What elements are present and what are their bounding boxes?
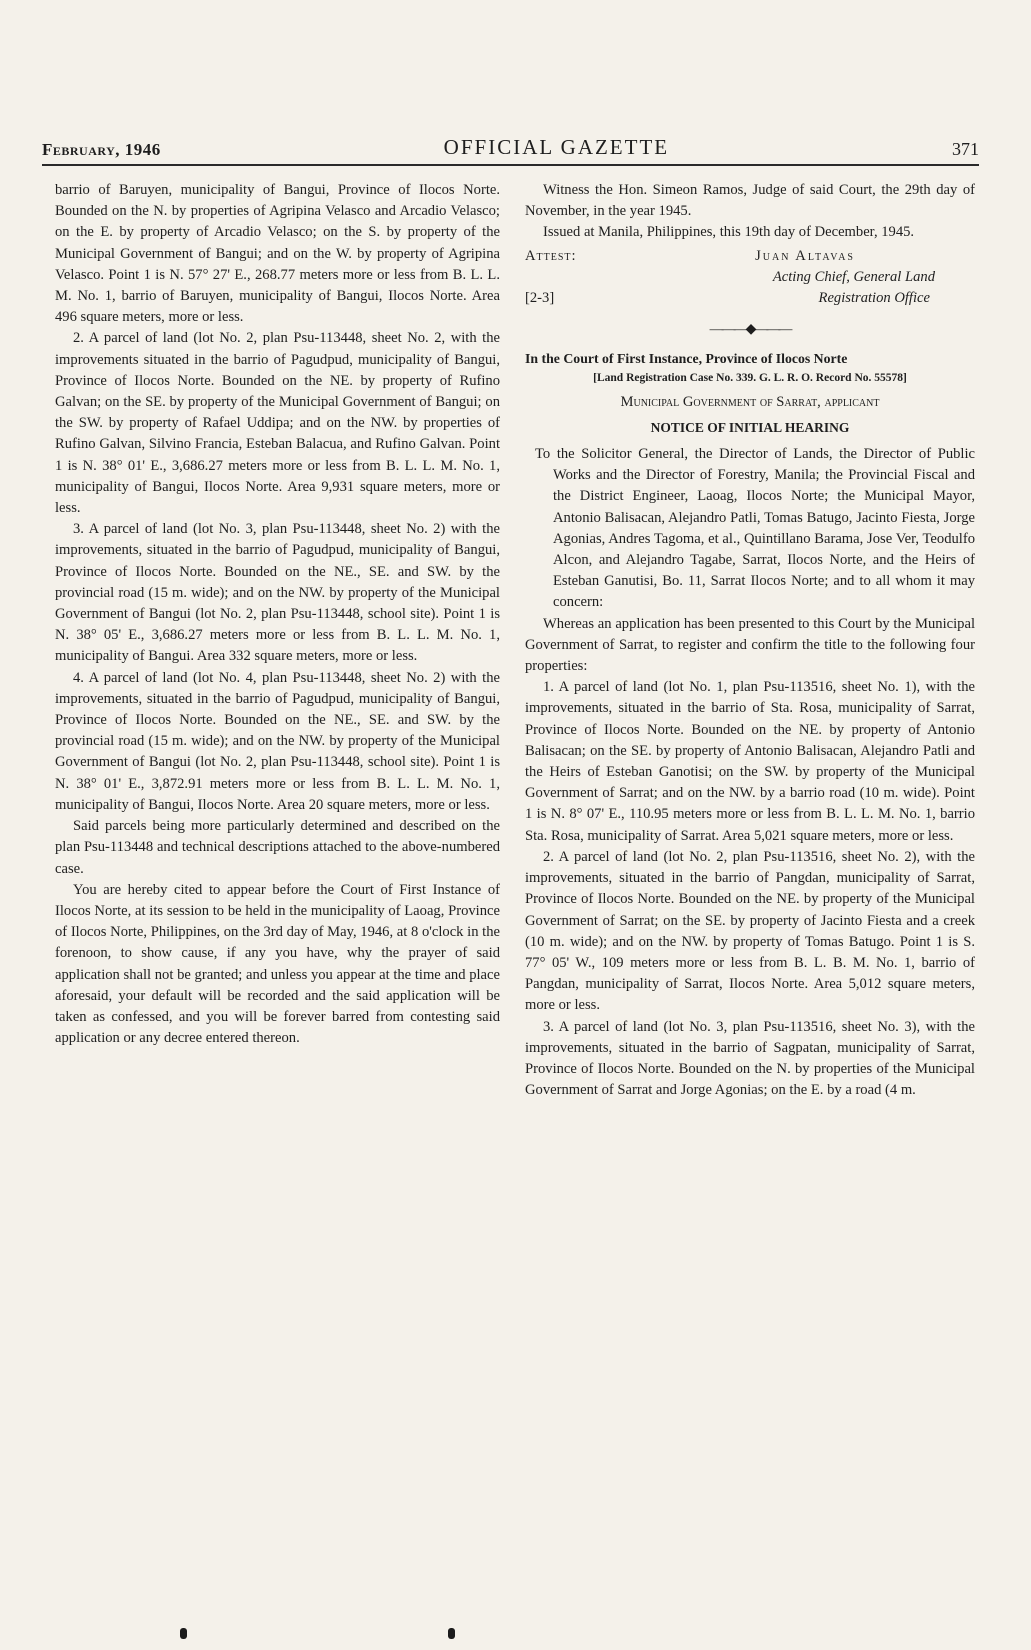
attest-row [525, 246, 975, 267]
parcels-description: Said parcels being more particularly determined and described on the plan Psu-113448 and technical descriptions attached to the above-numbered case. [55, 818, 500, 877]
parcel-1-continued: barrio of Baruyen, municipality of Bangui, Province of Ilocos Norte. Bounded on the N. by properties of Agripina Velasco and Arcadio Velasco; on the E. by property of Arcadio Velasco; on the S. by property of the Municipal Government of Bangui; and on the W. by property of Agripina Velasco. Point 1 is N. 57° 27' E., 268.77 meters more or less from B. L. L. M. No. 1, barrio of Baruyen, municipality of Bangui, Ilocos Norte. Area 496 square meters, more or less. [55, 182, 500, 326]
attest-label: Attest: [525, 247, 577, 264]
attest-signatory: Juan Altavas [755, 247, 855, 264]
sarrat-parcel-2: 2. A parcel of land (lot No. 2, plan Psu-113516, sheet No. 2), with the improvements, situated in the barrio of Pangdan, municipality of Sarrat, Province of Ilocos Norte. Bounded on the NE. by property of the Municipal Government of Sarrat; on the SE. by property of Jacinto Fiesta and a creek (10 m. wide); and on the NW. by property of Tomas Batugo. Point 1 is S. 77° 05' W., 109 meters more or less from B. L. B. M. No. 1, barrio of Pangdan, municipality of Sarrat, Ilocos Norte. Area 5,012 square meters, more or less. [525, 848, 975, 1014]
page-number: 371 [951, 139, 979, 159]
header-title: OFFICIAL GAZETTE [443, 135, 670, 159]
attest-title-1: Acting Chief, General Land [772, 268, 935, 285]
section-divider: ———◆——— [709, 322, 791, 338]
sarrat-parcel-1: 1. A parcel of land (lot No. 1, plan Psu-113516, sheet No. 1), with the improvements, situated in the barrio of Sta. Rosa, municipality of Sarrat, Province of Ilocos Norte. Bounded on the NE. by property of Antonio Balisacan; on the SE. by property of Antonio Balisacan, Alejandro Patli and the Heirs of Esteban Ganotisi; on the SW. by property of the Municipal Government of Sarrat; and on the NW. by a barrio road (10 m. wide). Point 1 is N. 8° 07' E., 110.95 meters more or less from B. L. L. M. No. 1, barrio Sta. Rosa, municipality of Sarrat. Area 5,021 square meters, more or less. [525, 679, 975, 844]
witness-text: Witness the Hon. Simeon Ramos, Judge of said Court, the 29th day of November, in the year 1945. [525, 182, 975, 220]
court-heading: In the Court of First Instance, Province of Ilocos Norte [525, 351, 848, 367]
citation-paragraph: You are hereby cited to appear before the Court of First Instance of Ilocos Norte, at its session to be held in the municipality of Laoag, Province of Ilocos Norte, Philippines, on the 3rd day of May, 1946, at 8 o'clock in the forenoon, to show cause, if any you have, why the prayer of said application shall not be granted; and unless you appear at the time and place aforesaid, your default will be recorded and the said application will be taken as confessed, and you will be forever barred from contesting said application or any decree entered thereon. [55, 881, 500, 1047]
reference-row [525, 288, 975, 309]
left-column [55, 180, 500, 1049]
notice-title: NOTICE OF INITIAL HEARING [650, 419, 850, 435]
page-header [42, 128, 979, 166]
header-date: February, 1946 [42, 140, 161, 159]
binding-mark-left [180, 1628, 187, 1639]
whereas-paragraph: Whereas an application has been presented to this Court by the Municipal Government of Sarrat, to register and confirm the title to the following four properties: [525, 615, 975, 675]
witness-block [525, 180, 975, 244]
addressees: To the Solicitor General, the Director of Lands, the Director of Public Works and the Director of Forestry, Manila; the Provincial Fiscal and the District Engineer, Laoag, Ilocos Norte; the Municipal Mayor, Antonio Balisacan, Alejandro Patli, Tomas Batugo, Jacinto Fiesta, Jorge Agonias, Andres Tagoma, et al., Quintillano Barama, Jose Ver, Teodulfo Alcon, and Alejandro Tagabe, Sarrat, Ilocos Norte, and the Heirs of Esteban Ganutisi, Bo. 11, Sarrat Ilocos Norte; and to all whom it may concern: [535, 446, 975, 611]
reference-code: [2-3] [525, 290, 555, 307]
issued-text: Issued at Manila, Philippines, this 19th day of December, 1945. [543, 224, 915, 241]
case-reference: [Land Registration Case No. 339. G. L. R. O. Record No. 55578] [593, 371, 907, 384]
parcel-3: 3. A parcel of land (lot No. 3, plan Psu-113448, sheet No. 2) with the improvements, situated in the barrio of Pagudpud, municipality of Bangui, Province of Ilocos Norte. Bounded on the NE., SE. and SW. by the provincial road (15 m. wide); and on the NW. by property of the Municipal Government of Bangui (lot No. 2, plan Psu-113448, school site). Point 1 is N. 38° 05' E., 3,686.27 meters more or less from B. L. L. M. No. 1, municipality of Bangui. Area 332 square meters, more or less. [55, 521, 500, 665]
sarrat-parcel-3: 3. A parcel of land (lot No. 3, plan Psu-113516, sheet No. 3), with the improvements, situated in the barrio of Sagpatan, municipality of Sarrat, Province of Ilocos Norte. Bounded on the N. by properties of the Municipal Government of Sarrat and Jorge Agonias; on the E. by a road (4 m. [525, 1018, 975, 1099]
attest-title-2: Registration Office [818, 290, 930, 307]
parcel-2: 2. A parcel of land (lot No. 2, plan Psu-113448, sheet No. 2, with the improvements situated in the barrio of Pagudpud, municipality of Bangui, Province of Ilocos Norte. Bounded on the NE. by property of Rufino Galvan; on the SE. by property of the Municipal Government of Bangui; on the SW. by property of Rafael Uddipa; and on the NW. by properties of Rufino Galvan, Silvino Francia, Esteban Balacua, and Rufino Galvan. Point 1 is N. 38° 01' E., 3,686.27 meters more or less from B. L. L. M. No. 1, municipality of Bangui, Ilocos Norte. Area 9,931 square meters, more or less. [55, 330, 500, 517]
parcel-4: 4. A parcel of land (lot No. 4, plan Psu-113448, sheet No. 2) with the improvements, situated in the barrio of Pagudpud, municipality of Bangui, Province of Ilocos Norte. Bounded on the NE., SE. and SW. by the provincial road (15 m. wide); and on the NW. by property of the Municipal Government of Bangui (lot No. 2, plan Psu-113448, school site). Point 1 is N. 38° 01' E., 3,872.91 meters more or less from B. L. L. M. No. 1, municipality of Bangui, Ilocos Norte. Area 20 square meters, more or less. [55, 669, 500, 813]
binding-mark-right [448, 1628, 455, 1639]
applicant-line: Municipal Government of Sarrat, applicant [620, 393, 880, 410]
right-column [525, 180, 975, 1101]
